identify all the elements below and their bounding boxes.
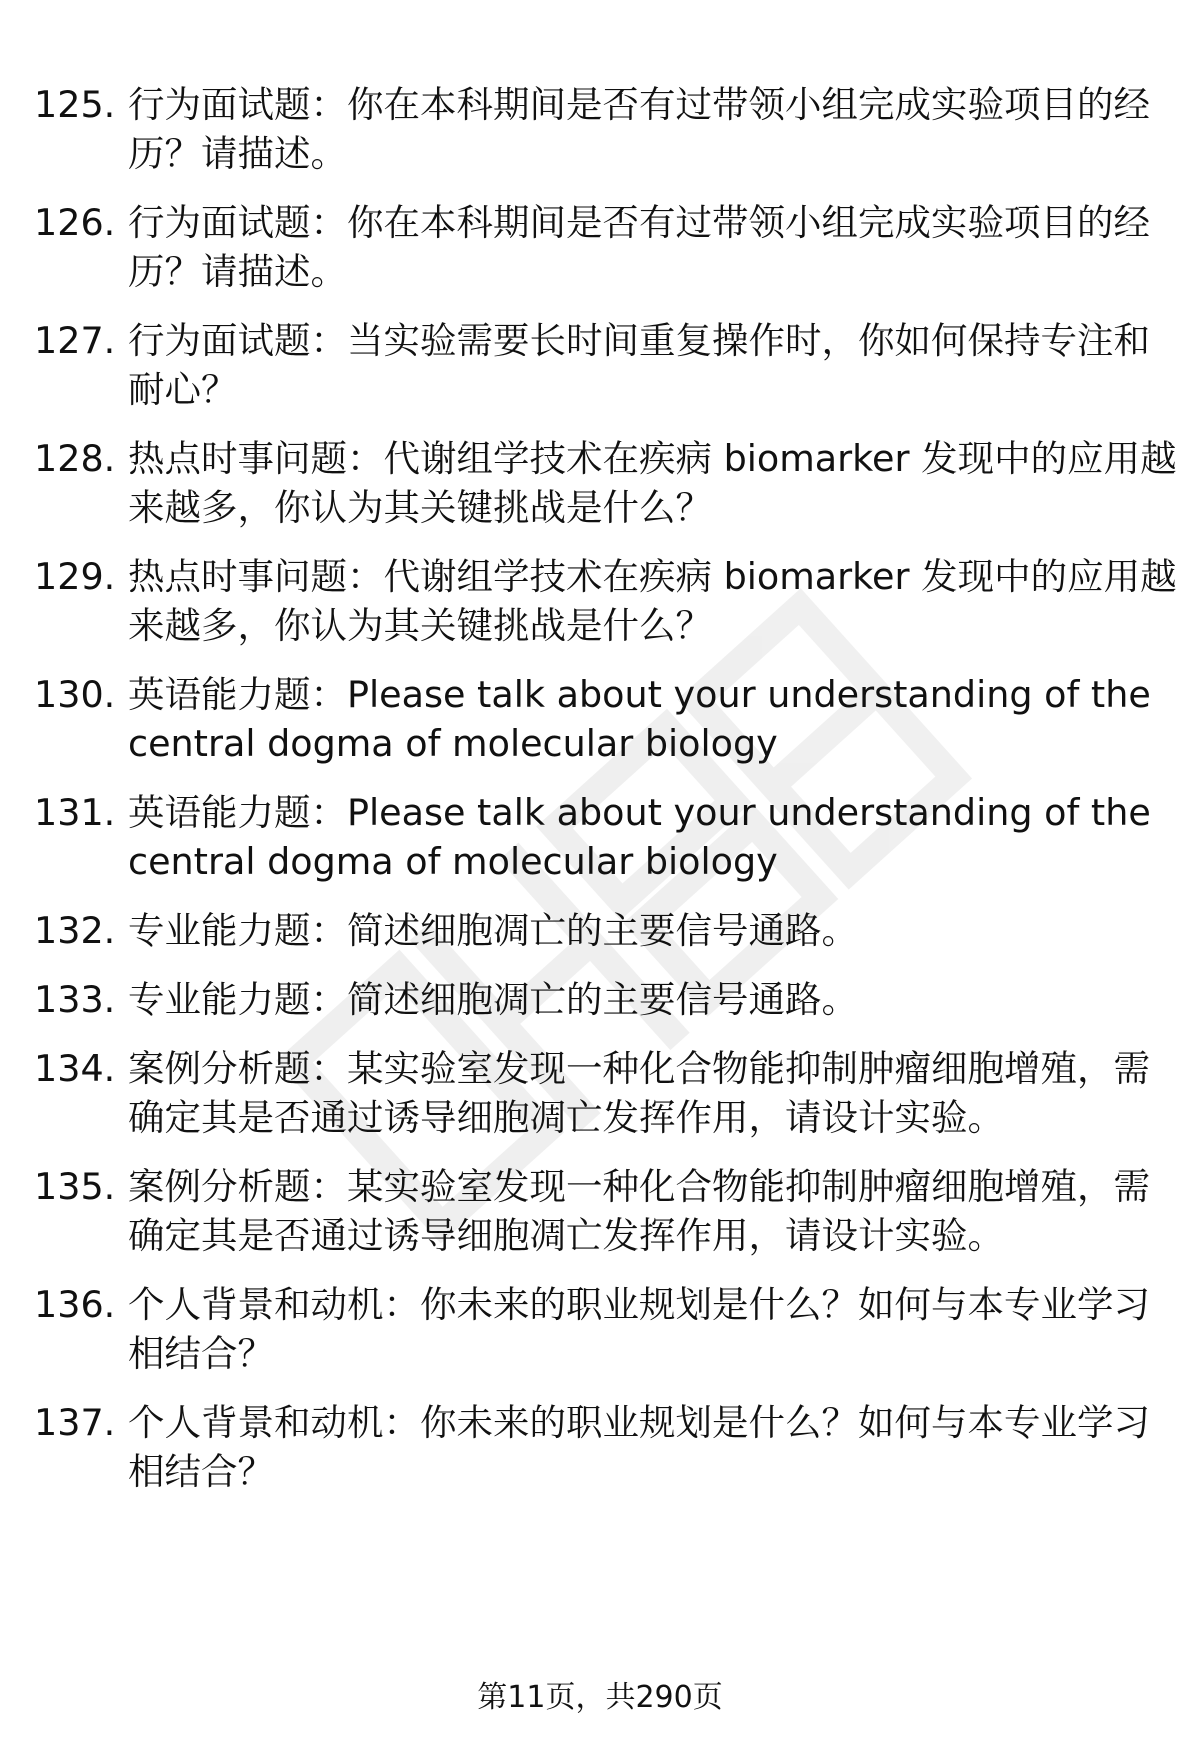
question-number: 128.	[34, 437, 116, 480]
question-text	[128, 198, 1174, 296]
question-number: 135.	[34, 1165, 116, 1208]
question-number: 132.	[34, 909, 116, 952]
question-text-line: 确定其是否通过诱导细胞凋亡发挥作用，请设计实验。	[128, 1096, 1004, 1139]
question-number: 136.	[34, 1283, 116, 1326]
question-number: 125.	[34, 83, 116, 126]
question-text-line: 耐心？	[128, 368, 238, 411]
question-text	[128, 1044, 1174, 1142]
question-text	[128, 975, 1174, 1024]
question-text	[128, 1162, 1174, 1260]
question-number: 126.	[34, 201, 116, 244]
question-text	[128, 1398, 1174, 1496]
question-text-line: 热点时事问题：代谢组学技术在疾病 biomarker 发现中的应用越	[128, 555, 1177, 598]
question-item	[34, 552, 1177, 650]
question-text-line: 历？请描述。	[128, 132, 347, 175]
question-text-line: 行为面试题：你在本科期间是否有过带领小组完成实验项目的经	[128, 201, 1150, 244]
question-text-line: 历？请描述。	[128, 250, 347, 293]
question-item	[34, 1398, 1174, 1496]
question-text-line: 英语能力题：Please talk about your understanding of the	[128, 673, 1151, 716]
question-item	[34, 788, 1174, 886]
question-text-line: 个人背景和动机：你未来的职业规划是什么？如何与本专业学习	[128, 1401, 1150, 1444]
question-number: 131.	[34, 791, 116, 834]
question-item	[34, 80, 1174, 178]
question-text-line: 个人背景和动机：你未来的职业规划是什么？如何与本专业学习	[128, 1283, 1150, 1326]
question-text	[128, 434, 1177, 532]
question-number: 133.	[34, 978, 116, 1021]
question-item	[34, 316, 1174, 414]
question-list	[34, 60, 1177, 1496]
question-item	[34, 1044, 1174, 1142]
question-item	[34, 975, 1174, 1024]
question-text	[128, 670, 1174, 768]
question-number: 137.	[34, 1401, 116, 1444]
question-item	[34, 1280, 1174, 1378]
question-number: 127.	[34, 319, 116, 362]
question-text-line: 相结合？	[128, 1450, 274, 1493]
question-number: 129.	[34, 555, 116, 598]
question-text-line: 确定其是否通过诱导细胞凋亡发挥作用，请设计实验。	[128, 1214, 1004, 1257]
question-item	[34, 434, 1177, 532]
question-text	[128, 552, 1177, 650]
question-text-line: 来越多，你认为其关键挑战是什么？	[128, 486, 712, 529]
question-number: 134.	[34, 1047, 116, 1090]
question-text	[128, 80, 1174, 178]
question-text-line: 案例分析题：某实验室发现一种化合物能抑制肿瘤细胞增殖，需	[128, 1165, 1150, 1208]
question-item	[34, 906, 1174, 955]
question-item	[34, 198, 1174, 296]
question-text	[128, 1280, 1174, 1378]
question-item	[34, 670, 1174, 768]
question-text-line: 热点时事问题：代谢组学技术在疾病 biomarker 发现中的应用越	[128, 437, 1177, 480]
question-text-line: central dogma of molecular biology	[128, 722, 778, 765]
question-text	[128, 788, 1174, 886]
question-text-line: central dogma of molecular biology	[128, 840, 778, 883]
question-item	[34, 1162, 1174, 1260]
question-text-line: 专业能力题：简述细胞凋亡的主要信号通路。	[128, 909, 858, 952]
question-text-line: 行为面试题：当实验需要长时间重复操作时，你如何保持专注和	[128, 319, 1150, 362]
page-footer	[0, 1678, 1200, 1718]
question-text-line: 案例分析题：某实验室发现一种化合物能抑制肿瘤细胞增殖，需	[128, 1047, 1150, 1090]
question-text	[128, 316, 1174, 414]
question-text-line: 来越多，你认为其关键挑战是什么？	[128, 604, 712, 647]
question-text-line: 专业能力题：简述细胞凋亡的主要信号通路。	[128, 978, 858, 1021]
question-text-line: 相结合？	[128, 1332, 274, 1375]
page-number-label: 第11页，共290页	[477, 1680, 723, 1715]
question-text-line: 英语能力题：Please talk about your understanding of the	[128, 791, 1151, 834]
question-number: 130.	[34, 673, 116, 716]
question-text-line: 行为面试题：你在本科期间是否有过带领小组完成实验项目的经	[128, 83, 1150, 126]
question-text	[128, 906, 1174, 955]
